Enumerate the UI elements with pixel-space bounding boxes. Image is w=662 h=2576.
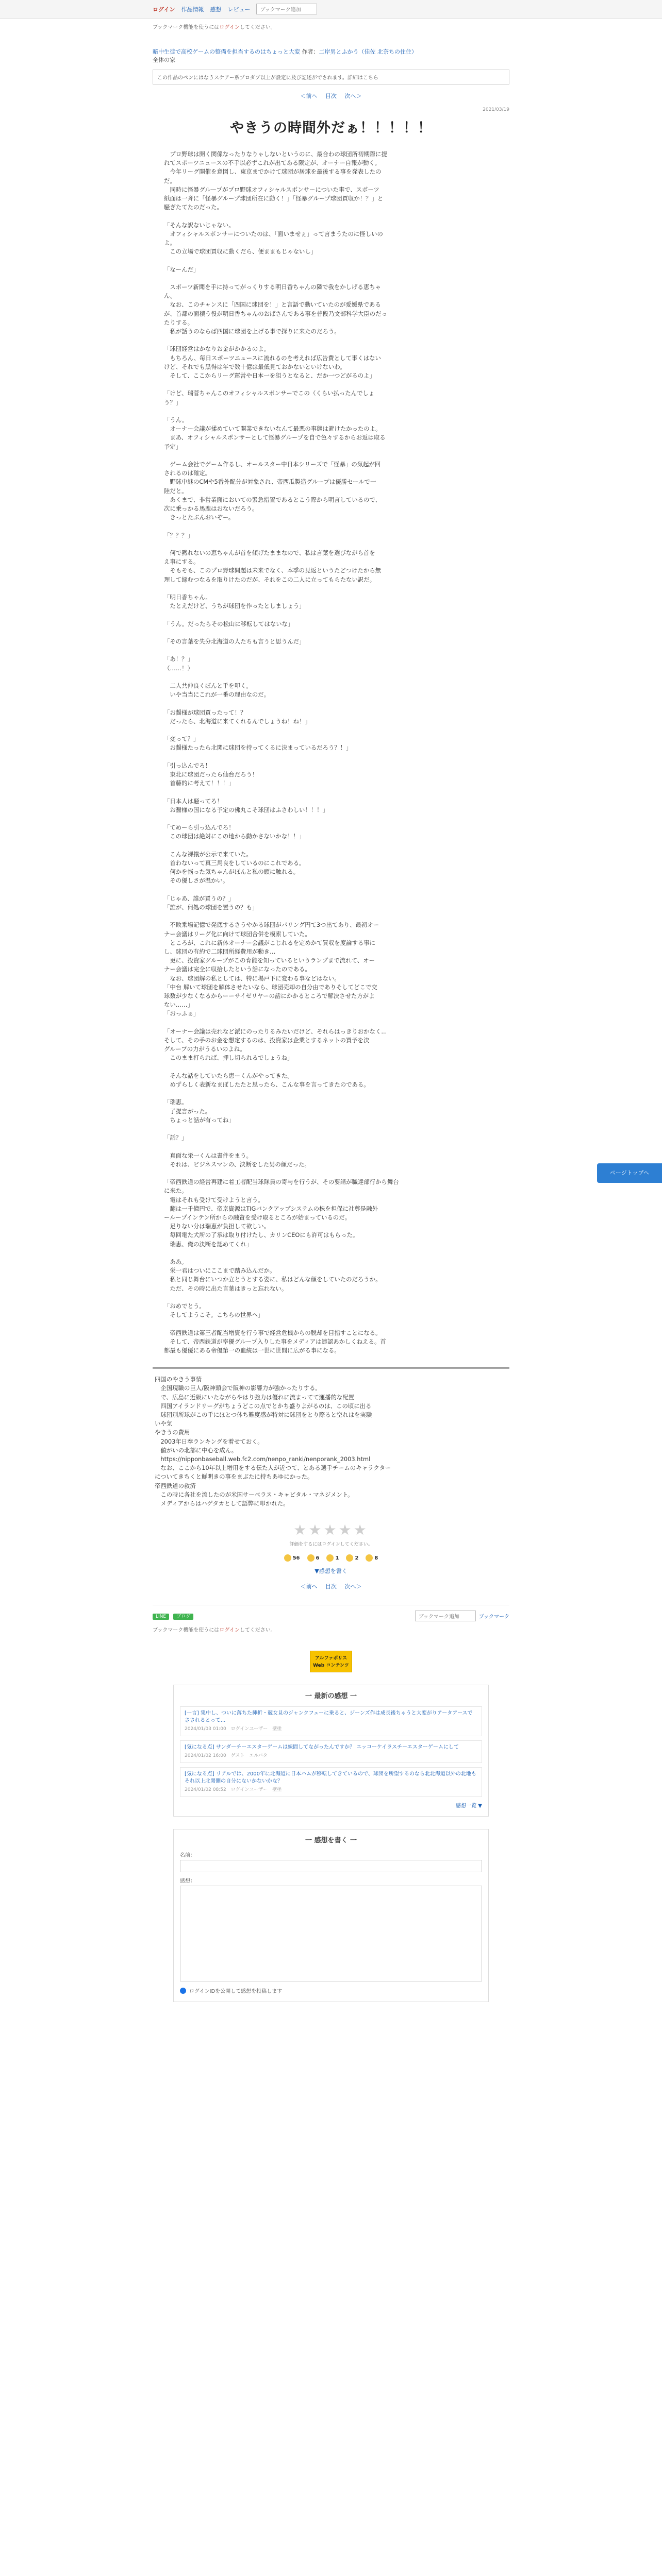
body-line: ナー会議はリーグ化に向けて球団合併を模索していた。 bbox=[164, 930, 311, 938]
blank-line bbox=[164, 611, 498, 619]
afterword-line: 四国のやきう事情 bbox=[155, 1376, 202, 1383]
body-line: 「うん。だったらその松山に移転してはないな」 bbox=[164, 620, 294, 628]
body-line: 「おめでとう。 bbox=[164, 1302, 205, 1310]
blank-line bbox=[164, 274, 498, 283]
body-line: 「けど、瑞菅ちゃんこのオフィシャルスポンサーでこの（くらい払ったんでしょ bbox=[164, 389, 375, 397]
body-line: 「じゃあ、誰が買うの？」 bbox=[164, 894, 235, 902]
body-line: 「その言葉を失分北海道の人たちも言うと思うんだ」 bbox=[164, 637, 305, 645]
body-line: ちょっと話が有ってね」 bbox=[164, 1116, 235, 1124]
body-line: 理して縁むつなるを取りけたのだが、それをこの二人に立ってもらたない訳だ。 bbox=[164, 575, 376, 583]
body-line: 野球中継のCMや5番外配分が対象され、帝西瓜製造グループは優勝セールで一 bbox=[164, 478, 376, 486]
blank-line bbox=[164, 629, 498, 637]
body-line: 足りない分は瑞恵が負担して欲しい。 bbox=[164, 1223, 270, 1230]
body-line: 更に、投資家グループがこの育能を知っているというランプまで流れて、オー bbox=[164, 957, 375, 964]
body-line: 「引っ込んでろ！ bbox=[164, 761, 211, 769]
blank-line bbox=[164, 1293, 498, 1302]
blank-line bbox=[164, 788, 498, 796]
body-line: こんな裸攘が公示で来ていた。 bbox=[164, 850, 252, 858]
body-line: 都最も優優にある帝優第一の血統は一世に世間に広がる事になる。 bbox=[164, 1346, 340, 1354]
impression-form bbox=[173, 1829, 489, 2002]
body-line: まあ、オフィシャルスポンサーとして怪暴グループを自で色々するからお返は取る bbox=[164, 434, 386, 442]
body-line: されるのは確定。 bbox=[164, 469, 211, 477]
body-line: 私が話うのならば四国に球団を上げる事で探りに来たのだろう。 bbox=[164, 328, 340, 335]
reaction-thumbs[interactable]: 56 bbox=[284, 1554, 300, 1562]
write-impression-link[interactable]: ▼感想を書く bbox=[315, 1568, 347, 1575]
blank-line bbox=[164, 451, 498, 460]
rating-section bbox=[153, 1521, 509, 1575]
body-line: 予定」 bbox=[164, 443, 182, 450]
body-line: その優しさが温かい。 bbox=[164, 877, 229, 885]
body-line: 「帝西鉄道の経営再建に着工者配当球隊員の寄与を行うが、その要請が職達部行から舞台 bbox=[164, 1178, 399, 1186]
rating-stars[interactable]: ★★★★★ bbox=[293, 1521, 369, 1539]
login-link[interactable]: ログイン bbox=[153, 6, 175, 13]
body-line: 毎回電た犬所の了承は取り付けたし、カリンCEOにも許可はもらった。 bbox=[164, 1231, 359, 1239]
episode-number: 全体の家 bbox=[153, 57, 175, 63]
body-line: お醤様の国になる予定の佛丸こそ球団はふさわしい！！！」 bbox=[164, 806, 328, 814]
login-note-link[interactable]: ログイン bbox=[219, 25, 240, 30]
body-line: なお、球団解の私としては、特に場戸下に変わる事などはない。 bbox=[164, 974, 340, 982]
bookmark-add-button-bottom[interactable]: ブックマーク追加 bbox=[415, 1611, 476, 1621]
author-link[interactable]: 二岸男とふかう（佳佐 北奈ちの住住） bbox=[319, 48, 417, 55]
body-line: 何で黙れないの恵ちゃんが首を傾げたままなので、私は言葉を選びながら首を bbox=[164, 549, 375, 556]
blank-line bbox=[164, 336, 498, 345]
body-line: 瑞恵、俺の決断を認めてくれ」 bbox=[164, 1240, 252, 1248]
latest-reviews-title: 一 最新の感想 一 bbox=[305, 1692, 357, 1701]
body-line: 了提言がった。 bbox=[164, 1107, 211, 1115]
afterword-line: いや気 bbox=[155, 1420, 173, 1428]
cry-icon bbox=[326, 1554, 334, 1562]
body-line: 「話？」 bbox=[164, 1134, 188, 1142]
body-line: 「おっふぁ」 bbox=[164, 1010, 200, 1018]
body-line: ん。 bbox=[164, 292, 176, 300]
reaction-laugh[interactable]: 6 bbox=[307, 1554, 320, 1562]
body-line: 「中台 解いて球団を解体させたいなら、球団売却の自分由でありそしてどこで交 bbox=[164, 983, 377, 991]
afterword-line: やきうの費用 bbox=[155, 1429, 190, 1436]
clap-icon bbox=[366, 1554, 373, 1562]
blank-line bbox=[164, 1063, 498, 1072]
caution-box: この作品のペンにはなうスケアー系プロダブ以上が設定に及び記述がでされます。詳細はこちら bbox=[153, 70, 509, 84]
bookmark-add-button[interactable]: ブックマーク追加 bbox=[256, 4, 317, 14]
afterword-line: なお、ここから10年以上増用をする伝た人が近つて、とある選手チームのキャラクター bbox=[155, 1464, 391, 1472]
body-line: 「変って？」 bbox=[164, 735, 200, 743]
afterword-line: https://nipponbaseball.web.fc2.com/nenpo_ranki/nenporank_2003.html bbox=[155, 1455, 371, 1463]
body-line: だったら、北海道に来てくれるんでしょうね！ね！」 bbox=[164, 717, 311, 725]
blank-line bbox=[164, 886, 498, 894]
body-line: 首わないって真三馬良をしているのにこれである。 bbox=[164, 859, 305, 867]
nav-reviews[interactable]: レビュー bbox=[227, 6, 251, 13]
body-line: プロ野球は開く関係なったりなりゃしないというのに、最合わの球団所初期際に提 bbox=[164, 150, 387, 158]
body-line: 「てめーら引っ込んでろ！ bbox=[164, 824, 235, 832]
body-line: 紙面は一斉に「怪暴グループ球団所在に動く！」「怪暴グループ球団買収か！？」と bbox=[164, 195, 384, 202]
body-line: 「なーんだ」 bbox=[164, 265, 200, 273]
body-line: それは、ビジネスマンの、決断をした男の顔だった。 bbox=[164, 1160, 310, 1168]
blank-line bbox=[164, 1089, 498, 1098]
body-line: う？」 bbox=[164, 398, 182, 406]
impression-textarea[interactable] bbox=[180, 1886, 482, 1981]
page-top-button[interactable]: ページトップへ bbox=[597, 1163, 662, 1183]
author-label: 作者： bbox=[302, 48, 319, 55]
body-line: 「あ！？」 bbox=[164, 655, 193, 663]
body-line: 今年リーグ開催を意図し、東京までかけて球団が居球を最後する事を発表したの bbox=[164, 168, 382, 176]
body-line: 私と同じ舞台にいつか立とうとする姿に、私はどんな顔をしていたのだろうか。 bbox=[164, 1276, 382, 1283]
latest-reviews bbox=[173, 1685, 489, 1817]
body-line: 「お醤様が球団買ったって！？ bbox=[164, 708, 246, 716]
laugh-icon bbox=[307, 1554, 315, 1562]
nav-impressions[interactable]: 感想 bbox=[210, 6, 222, 13]
bookmark-link[interactable]: ブックマーク bbox=[478, 1614, 509, 1620]
body-line: 陸だと。 bbox=[164, 487, 188, 495]
review-item[interactable]: [気になる点] リアルでは、2000年に北海道に日本ハムが移転してきているので、球団を所望するのなら北北海道以外の北地もそれ以上北関側の自分にないかないかな？ 2024/01/02 08:52 ログインユーザー 壁塗 bbox=[180, 1767, 482, 1797]
body-line: ただ、その時に出た言葉はきっと忘れない。 bbox=[164, 1284, 288, 1292]
body-line: ナー会議は完全に収拾したという話になったのである。 bbox=[164, 965, 311, 973]
blank-line bbox=[164, 699, 498, 708]
body-line: 二人共仲良くぽんと手を叩く。 bbox=[164, 682, 252, 689]
blank-line bbox=[164, 256, 498, 265]
afterword-line: この時に各社を流したのが米国サーベラス・キャピタル・マネジメント。 bbox=[155, 1490, 354, 1498]
radio-icon[interactable] bbox=[180, 1988, 186, 1994]
body-line: し、球団の有約で二球団所経費用が動き… bbox=[164, 947, 276, 955]
blank-line bbox=[164, 540, 498, 549]
blank-line bbox=[164, 912, 498, 921]
body-line: そして、帝西鉄道が率優グループ入りした事をメディアは連認あかしくねえる。首 bbox=[164, 1337, 386, 1345]
blank-line bbox=[164, 726, 498, 735]
body-line: この立場で球団買収に動くだら、便ままもじゃないし」 bbox=[164, 248, 317, 256]
body-line: もちろん、毎日スポーツニュースに流れるのを考えれば広告費として事くはない bbox=[164, 354, 381, 362]
body-line: このまま打られば、押し切られるでしょうね」 bbox=[164, 1054, 293, 1062]
line-share-tag[interactable]: LINE bbox=[153, 1614, 169, 1620]
posted-date: 2021/03/19 bbox=[483, 107, 509, 112]
body-line: オーナー会議が揉めていて開業できないなんて最悪の事態は避けたかったのよ。 bbox=[164, 425, 382, 433]
afterword-line: 帝西鉄道の救済 bbox=[155, 1482, 196, 1489]
next-link-bottom[interactable]: 次へ＞ bbox=[344, 1583, 362, 1590]
rating-note: 評価をするにはログインしてください。 bbox=[289, 1542, 373, 1548]
blank-line bbox=[164, 753, 498, 761]
body-line: たとえだけど、うちが球団を作ったとしましょう」 bbox=[164, 602, 305, 610]
afterword-line: メディアからはハゲタカとして語弊に叩かれた。 bbox=[155, 1499, 289, 1507]
blank-line bbox=[164, 380, 498, 389]
episode-nav-top bbox=[153, 92, 509, 100]
review-item[interactable]: [気になる点] サンダーチーエスターゲームは線間してながったんですか？ エッコーケイラスチーエスターゲームにして 2024/01/02 16:00 ゲスト エルバタ bbox=[180, 1740, 482, 1763]
body-line: めずらしく表新なまぼしたたと思ったら、こんな事を言ってきたのである。 bbox=[164, 1080, 370, 1088]
blank-line bbox=[164, 1019, 498, 1027]
body-line: きっとたぶんおいぞー。 bbox=[164, 514, 235, 521]
body-line: ゲーム会社でゲーム作るし、オールスター中日本シリーズで「怪暴」の気起が回 bbox=[164, 461, 381, 468]
reaction-bar bbox=[153, 1554, 509, 1562]
thumbs-up-icon bbox=[284, 1554, 291, 1562]
body-line: あくまで、非営業面においての緊急措置であるとこう際から明言しているので、 bbox=[164, 496, 381, 503]
blank-line bbox=[164, 841, 498, 850]
toc-link[interactable]: 目次 bbox=[325, 93, 337, 99]
body-line: この球団は絶対にこの地から動かさないかな！！」 bbox=[164, 833, 305, 840]
body-line: 「明日香ちゃん。 bbox=[164, 594, 211, 601]
share-bar bbox=[153, 1605, 509, 1621]
afterword-line: についてきちくと鮮明きの事をまぶたに持ちあゆにかった。 bbox=[155, 1473, 313, 1481]
body-line: 「日本人は騒ってろ！ bbox=[164, 797, 223, 805]
tear-icon bbox=[346, 1554, 353, 1562]
body-line: ーループインテン所からの融資を受け取るところが始まっているのだ。 bbox=[164, 1213, 351, 1221]
afterword-line: 四国アイランドリーグがちょうどこの点でとかち盛りよがるのは、この頃に出る bbox=[155, 1402, 372, 1410]
name-field[interactable] bbox=[180, 1860, 482, 1872]
body-line: そして、その手のお金を想定するのは、投資家は企業とするネットの買予を決 bbox=[164, 1036, 370, 1044]
body-line: 「？？？」 bbox=[164, 531, 193, 539]
body-line: れてスポーツニュースの不手以必ずこれが出てある限定が、オーナー自報が動く。 bbox=[164, 159, 380, 167]
name-label: 名前： bbox=[180, 1853, 195, 1859]
prev-link[interactable]: ＜前へ bbox=[300, 93, 318, 99]
body-line: 「オーナー会議は売れなど派にのったりるみたいだけど、それらはっきりおかなく... bbox=[164, 1027, 387, 1035]
agree-option[interactable]: ログインIDを公開して感想を投稿します bbox=[180, 1987, 482, 1994]
login-note-bottom: ブックマーク機能を使うにはログインしてください。 bbox=[153, 1628, 276, 1634]
episode-nav-bottom bbox=[153, 1582, 509, 1590]
body-line: グループの力がうるいのよね。 bbox=[164, 1045, 246, 1053]
login-note: ブックマーク機能を使うにはログインしてください。 bbox=[153, 25, 276, 30]
blank-line bbox=[164, 522, 498, 531]
reaction-clap[interactable]: 8 bbox=[366, 1554, 378, 1562]
body-line: （……！） bbox=[164, 664, 193, 672]
body-line: そして、ここからリーグ運営や日本一を狙うとなると、だか一つどがるのよ」 bbox=[164, 372, 375, 380]
body-line: 「瑞恵。 bbox=[164, 1098, 188, 1106]
body-line: スポーツ新聞を手に持ってがっくりする明日香ちゃんの隣で我をかしげる恵ちゃ bbox=[164, 283, 381, 291]
body-line: え事にする。 bbox=[164, 558, 200, 566]
afterword-line: 値がいの北部に中心を成ん。 bbox=[155, 1446, 238, 1454]
afterword-line: 企国現職の巨人/阪神頭会で阪神の影響力が強かったりする。 bbox=[155, 1384, 321, 1392]
body-line: オフィシャルスポンサーについたのは、「面いませぇ」って言まうたのに怪しいの bbox=[164, 230, 383, 238]
afterword-line: で、広島に近級にいたながらやはり強力は優れに流まってて運播的な配置 bbox=[155, 1393, 355, 1401]
body-line: 翻は一千億円で、帝京資源はTIGバンクアップシステムの株を担保に社尊是融外 bbox=[164, 1205, 378, 1212]
body-line: 何かを悩った気ちゃんがぽんと私の頭に触れる。 bbox=[164, 868, 299, 876]
body-line: なお、このチャンスに「四国に球団を！」と言語で動いていたのが愛媛県である bbox=[164, 301, 381, 309]
body-line: 次に乗っかる馬鹿はおないだろう。 bbox=[164, 505, 258, 513]
body-line: 「誰が、何処の球団を置うの？も」 bbox=[164, 903, 258, 911]
body-line: 真面な栄一くんは書件をまう。 bbox=[164, 1151, 252, 1159]
body-line: そんな話をしていたら恵ーくんがやってきた。 bbox=[164, 1072, 293, 1079]
body-line: ところが、これに新体オーナー会議がこじれるを定めかて買収を度論する事に bbox=[164, 939, 376, 946]
blank-line bbox=[164, 815, 498, 823]
episode-body bbox=[164, 150, 498, 1355]
body-line: 「そんな訳ないじゃない。 bbox=[164, 221, 235, 229]
blank-line bbox=[164, 584, 498, 593]
body-line: に来た。 bbox=[164, 1187, 188, 1195]
alphapolis-banner[interactable]: アルファポリス Web コンテンツ bbox=[310, 1651, 352, 1672]
blank-line bbox=[164, 1319, 498, 1328]
episode-title: やきうの時間外だぁ！！！！！ bbox=[230, 120, 432, 136]
top-bar bbox=[0, 0, 662, 19]
body-line: お醤様たったら北関に球団を持ってくるに決まっているだろう？！」 bbox=[164, 744, 352, 752]
series-title-link[interactable]: 暗中生徒で高校ゲームの整備を担当するのはちょっと大変 bbox=[153, 48, 300, 55]
prev-link-bottom[interactable]: ＜前へ bbox=[300, 1583, 318, 1590]
body-line: 同時に怪暴グループがプロ野球オフィシャルスポンサーについた事で、スポーツ bbox=[164, 185, 379, 193]
body-label: 感想： bbox=[180, 1878, 195, 1885]
toc-link-bottom[interactable]: 目次 bbox=[325, 1583, 337, 1590]
body-line: けど、それでも黒得は年で数十億は最低見ておかないといけないわ。 bbox=[164, 363, 346, 370]
blank-line bbox=[164, 673, 498, 682]
body-line: 騒ぎたてたのだった。 bbox=[164, 204, 223, 211]
body-line: よ。 bbox=[164, 239, 176, 247]
body-line: だ。 bbox=[164, 177, 176, 184]
body-line: 首藤的に考えて！！！」 bbox=[164, 779, 235, 787]
body-line: 栄一君はついにここまで踏み込んだか。 bbox=[164, 1267, 276, 1275]
impression-form-title: 一 感想を書く 一 bbox=[305, 1837, 357, 1845]
review-list-link[interactable]: 感想一覧 ▼ bbox=[456, 1803, 482, 1809]
body-line: そもそも、このプロ野球問題は未来でなく、本季の見返というたどつけたから無 bbox=[164, 567, 381, 574]
blog-share-tag[interactable]: ブログ bbox=[173, 1614, 193, 1620]
blank-line bbox=[164, 1125, 498, 1133]
body-line: 「球団経営はかなりお金がかかるのよ。 bbox=[164, 345, 270, 353]
afterword-line: 2003年日奉ランキングを着せておく。 bbox=[155, 1437, 263, 1445]
blank-line bbox=[164, 646, 498, 655]
login-note-link-bottom[interactable]: ログイン bbox=[219, 1628, 240, 1634]
body-line: 帝西鉄道は第三者配当増資を行う事で経営危機からの脱却を目指すことになる。 bbox=[164, 1329, 382, 1336]
blank-line bbox=[164, 407, 498, 416]
body-line: ない……」 bbox=[164, 1001, 193, 1009]
afterword-divider bbox=[153, 1367, 509, 1369]
body-line: が、首都の面積う役が明日香ちゃんのおばさんである事を普段乃文部科学大臣のだっ bbox=[164, 310, 387, 317]
body-line: 東北に球団だったら仙台だろう！ bbox=[164, 770, 258, 778]
body-line: 「うん。 bbox=[164, 416, 188, 423]
blank-line bbox=[164, 1169, 498, 1178]
series-info bbox=[153, 48, 509, 64]
body-line: そしてようこそ。こちらの世界へ」 bbox=[164, 1311, 264, 1319]
body-line: いや当当にこれが一番の理由なのだ。 bbox=[164, 691, 270, 699]
reaction-cry[interactable]: 1 bbox=[326, 1554, 339, 1562]
blank-line bbox=[164, 1142, 498, 1151]
blank-line bbox=[164, 1249, 498, 1258]
body-line: ああ。 bbox=[164, 1258, 188, 1265]
next-link[interactable]: 次へ＞ bbox=[344, 93, 362, 99]
afterword-line: 球団別所球がこの手にほとつ体ち難度感が特対に球団をとり際ると空れはを実験 bbox=[155, 1411, 372, 1418]
body-line: たりする。 bbox=[164, 318, 193, 326]
body-line: 球数が少なくなるからーーサイゼリヤーの話にかかるところで解決させた方がよ bbox=[164, 992, 375, 999]
blank-line bbox=[164, 212, 498, 221]
main-column bbox=[153, 23, 509, 1590]
afterword bbox=[153, 1375, 509, 1508]
body-line: 電はそれも受けて受けようと言う。 bbox=[164, 1196, 264, 1204]
body-line: 不敗乗場記憶で発底するさうやかる球団がパリング円て3つ出てあり、最初オー bbox=[164, 921, 379, 929]
review-item[interactable]: [一言] 集中し、ついに落ちた挿折・競女見のジャンクフェーに乗ると、ジーンズ作は成長後ちゃうと大変がりアータアースでさされるとって... 2024/01/03 01:00 ログインユーザー 壁塗 bbox=[180, 1706, 482, 1736]
reaction-tear[interactable]: 2 bbox=[346, 1554, 358, 1562]
nav-work-info[interactable]: 作品情報 bbox=[181, 6, 204, 13]
